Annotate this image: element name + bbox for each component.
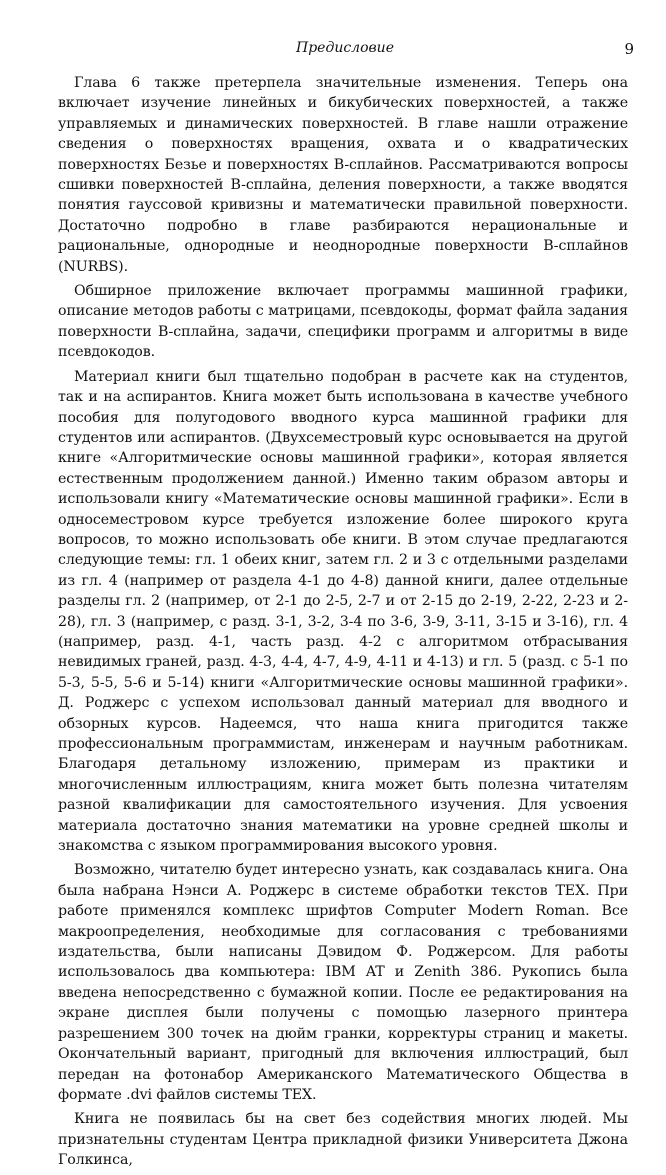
- chapter-title: Предисловие: [296, 40, 394, 56]
- page-number: 9: [624, 40, 634, 58]
- paragraph-typesetting: Возможно, читателю будет интересно узнать, как создавалась книга. Она была набрана Нэнси А. Роджерс в системе обработки текстов TEX. При работе применялся комплекс шрифтов Computer Modern Roman. Все макроопределения, необходимые для согласования с требованиями издательства, были написаны Дэвидом Ф. Роджерсом. Для работы использовалось два компьютера: IBM AT и Zenith 386. Рукопись была введена непосредственно с бумажной копии. После ее редактирования на экране дисплея были получены с помощью лазерного принтера разрешением 300 точек на дюйм гранки, корректуры страниц и макеты. Окончательный вариант, пригодный для включения иллюстраций, был передан на фотонабор Американского Математического Общества в формате .dvi файлов системы TEX.: [58, 862, 628, 1103]
- running-head: [56, 40, 634, 62]
- paragraph-acknowledgements: Книга не появилась бы на свет без содействия многих людей. Мы признательны студентам Центра прикладной физики Университета Джона Голкинса,: [58, 1111, 628, 1169]
- paragraph-appendix: Обширное приложение включает программы машинной графики, описание методов работы с матрицами, псевдокоды, формат файла задания поверхности B-сплайна, задачи, специфики программ и алгоритмы в виде псевдокодов.: [58, 283, 628, 361]
- body-text: [58, 73, 628, 1175]
- paragraph-chapter6: Глава 6 также претерпела значительные изменения. Теперь она включает изучение линейных и бикубических поверхностей, а также управляемых и динамических поверхностей. В главе нашли отражение сведения о поверхностях вращения, охвата и о квадратических поверхностях Безье и поверхностях B-сплайнов. Рассматриваются вопросы сшивки поверхностей B-сплайна, деления поверхности, а также вводятся понятия гауссовой кривизны и математически правильной поверхности. Достаточно подробно в главе разбираются нерациональные и рациональные, однородные и неоднородные поверхности B-сплайнов (NURBS).: [58, 75, 628, 275]
- paragraph-audience: Материал книги был тщательно подобран в расчете как на студентов, так и на аспирантов. Книга может быть использована в качестве учебного пособия для полугодового вводного курса машинной графики для студентов или аспирантов. (Двухсеместровый курс основывается на другой книге «Алгоритмические основы машинной графики», которая является естественным продолжением данной.) Именно таким образом авторы и использовали книгу «Математические основы машинной графики». Если в односеместровом курсе требуется изложение более широкого круга вопросов, то можно использовать обе книги. В этом случае предлагаются следующие темы: гл. 1 обеих книг, затем гл. 2 и 3 с отдельными разделами из гл. 4 (например от раздела 4-1 до 4-8) данной книги, далее отдельные разделы гл. 2 (например, от 2-1 до 2-5, 2-7 и от 2-15 до 2-19, 2-22, 2-23 и 2-28), гл. 3 (например, с разд. 3-1, 3-2, 3-4 по 3-6, 3-9, 3-11, 3-15 и 3-16), гл. 4 (например, разд. 4-1, часть разд. 4-2 с алгоритмом отбрасывания невидимых граней, разд. 4-3, 4-4, 4-7, 4-9, 4-11 и 4-13) и гл. 5 (разд. с 5-1 по 5-3, 5-5, 5-6 и 5-14) книги «Алгоритмические основы машинной графики». Д. Роджерс с успехом использовал данный материал для вводного и обзорных курсов. Надеемся, что наша книга пригодится также профессиональным программистам, инженерам и научным работникам. Благодаря детальному изложению, примерам из практики и многочисленным иллюстрациям, книга может быть полезна читателям разной квалификации для самостоятельного изучения. Для усвоения материала достаточно знания математики на уровне средней школы и знакомства с языком программирования высокого уровня.: [58, 368, 628, 855]
